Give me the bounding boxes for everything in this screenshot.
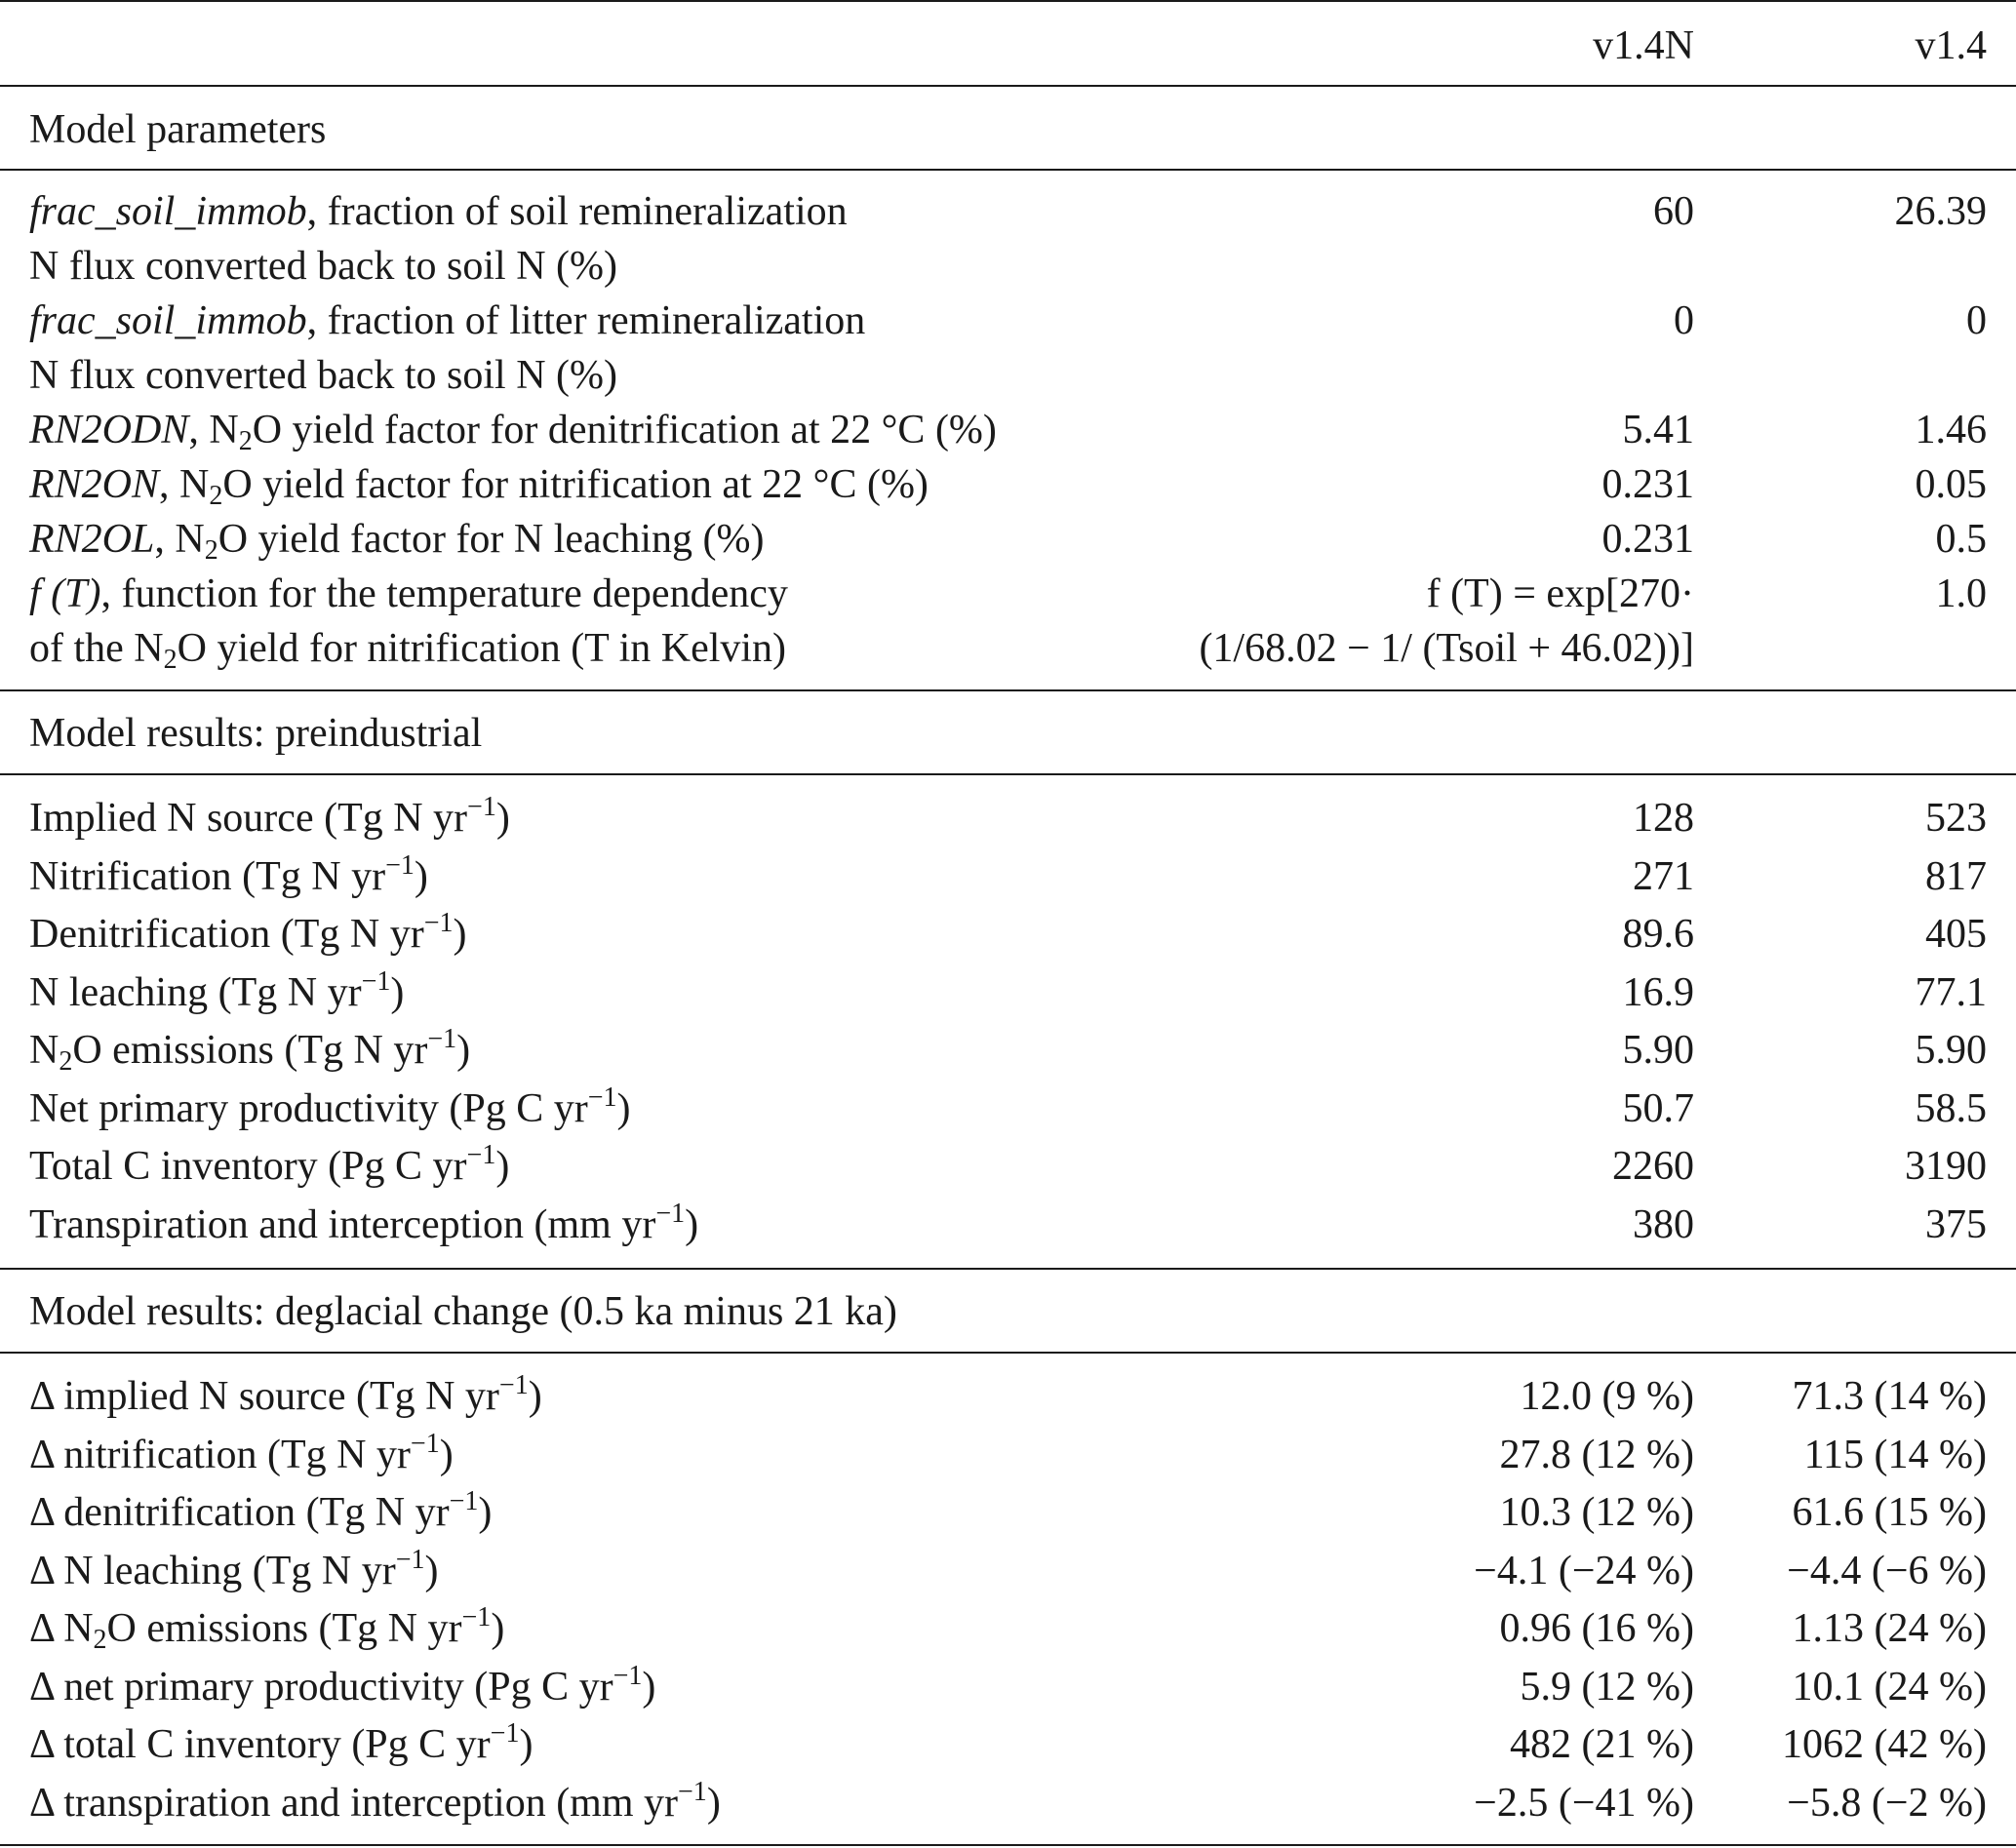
row-value-v14: 71.3 (14 %) <box>1792 1374 1987 1419</box>
row-label: Δ transpiration and interception (mm $yr^{-1}$) <box>29 1777 721 1826</box>
row-label: Δ $N_2O$ emissions (Tg N $yr^{-1}$) <box>29 1602 505 1655</box>
table-top-rule <box>0 0 2016 2</box>
row-value-v14: −4.4 (−6 %) <box>1787 1549 1987 1593</box>
row-value-v14n: f (T) = exp[270· <box>1426 571 1694 616</box>
row-value-v14n: 2260 <box>1612 1144 1694 1189</box>
section-title-preindustrial: Model results: preindustrial <box>29 711 483 756</box>
row-label: frac_soil_immob, fraction of soil remineralization <box>29 189 848 234</box>
table-bottom-rule <box>0 1844 2016 1846</box>
row-label: RN2ON, $N_2O$ yield factor for nitrification at 22 °C (%) <box>29 462 929 511</box>
row-value-v14n: 10.3 (12 %) <box>1499 1490 1694 1535</box>
row-label: RN2OL, $N_2O$ yield factor for N leaching (%) <box>29 517 765 566</box>
row-value-v14n: −4.1 (−24 %) <box>1474 1549 1694 1593</box>
section-rule <box>0 1352 2016 1354</box>
row-value-v14: 61.6 (15 %) <box>1792 1490 1987 1535</box>
header-rule <box>0 85 2016 87</box>
row-value-v14n: 128 <box>1633 796 1694 841</box>
row-value-v14: 3190 <box>1905 1144 1987 1189</box>
row-value-v14: 26.39 <box>1894 189 1987 234</box>
row-label: f (T), function for the temperature dependency <box>29 571 788 616</box>
row-value-v14n: 16.9 <box>1622 970 1694 1015</box>
section-rule <box>0 689 2016 691</box>
row-label: Net primary productivity (Pg C $yr^{-1}$) <box>29 1082 631 1131</box>
row-value-v14n: 5.90 <box>1622 1028 1694 1073</box>
row-label: Denitrification (Tg N $yr^{-1}$) <box>29 908 467 957</box>
row-value-v14: 1062 (42 %) <box>1782 1722 1987 1767</box>
row-label: N flux converted back to soil N (%) <box>29 353 617 398</box>
row-value-v14: 1.0 <box>1935 571 1987 616</box>
row-label: Δ N leaching (Tg N $yr^{-1}$) <box>29 1545 439 1593</box>
row-value-v14: 5.90 <box>1915 1028 1987 1073</box>
row-label: N flux converted back to soil N (%) <box>29 244 617 289</box>
section-rule <box>0 1268 2016 1270</box>
row-value-v14n: 380 <box>1633 1202 1694 1247</box>
row-label: Implied N source (Tg N $yr^{-1}$) <box>29 792 510 841</box>
section-rule <box>0 169 2016 171</box>
row-value-v14n: 271 <box>1633 854 1694 899</box>
row-label: Δ net primary productivity (Pg C $yr^{-1}$) <box>29 1661 656 1710</box>
row-value-v14: 1.13 (24 %) <box>1792 1606 1987 1651</box>
row-label: RN2ODN, $N_2O$ yield factor for denitrification at 22 °C (%) <box>29 408 997 456</box>
row-value-v14n: 27.8 (12 %) <box>1499 1433 1694 1477</box>
row-value-v14n: 5.41 <box>1622 408 1694 452</box>
section-title-deglacial: Model results: deglacial change (0.5 ka minus 21 ka) <box>29 1289 897 1334</box>
row-label: of the $N_2O$ yield for nitrification (T in Kelvin) <box>29 626 787 675</box>
row-value-v14n: 0 <box>1674 298 1694 343</box>
row-label: Δ denitrification (Tg N $yr^{-1}$) <box>29 1486 493 1535</box>
row-value-v14: 1.46 <box>1915 408 1987 452</box>
row-value-v14: 375 <box>1925 1202 1987 1247</box>
row-value-v14n: −2.5 (−41 %) <box>1474 1781 1694 1826</box>
row-label: frac_soil_immob, fraction of litter remineralization <box>29 298 866 343</box>
row-label: N leaching (Tg N $yr^{-1}$) <box>29 966 405 1015</box>
row-value-v14: 0.05 <box>1915 462 1987 507</box>
row-label: Total C inventory (Pg C $yr^{-1}$) <box>29 1140 510 1189</box>
row-label: Δ total C inventory (Pg C $yr^{-1}$) <box>29 1718 534 1767</box>
row-value-v14: 817 <box>1925 854 1987 899</box>
row-label: $N_2O$ emissions (Tg N $yr^{-1}$) <box>29 1024 471 1077</box>
section-rule <box>0 773 2016 775</box>
row-value-v14n: 50.7 <box>1622 1086 1694 1131</box>
row-value-v14: 0 <box>1966 298 1987 343</box>
row-label: Δ nitrification (Tg N $yr^{-1}$) <box>29 1429 454 1477</box>
section-title-parameters: Model parameters <box>29 107 327 152</box>
row-value-v14: 115 (14 %) <box>1803 1433 1987 1477</box>
row-value-v14n: 89.6 <box>1622 912 1694 957</box>
header-v14n: v1.4N <box>1593 23 1694 68</box>
row-label: Nitrification (Tg N $yr^{-1}$) <box>29 850 428 899</box>
row-value-v14: 10.1 (24 %) <box>1792 1665 1987 1710</box>
row-label: Transpiration and interception (mm $yr^{-1}$) <box>29 1199 699 1247</box>
row-value-v14: 0.5 <box>1935 517 1987 562</box>
row-value-v14: 523 <box>1925 796 1987 841</box>
row-value-v14n: 5.9 (12 %) <box>1520 1665 1694 1710</box>
header-v14: v1.4 <box>1915 23 1987 68</box>
row-value-v14n: (1/68.02 − 1/ (Tsoil + 46.02))] <box>1199 626 1694 671</box>
row-value-v14: 58.5 <box>1915 1086 1987 1131</box>
row-value-v14: 77.1 <box>1915 970 1987 1015</box>
row-value-v14n: 0.231 <box>1601 517 1694 562</box>
row-value-v14n: 482 (21 %) <box>1510 1722 1694 1767</box>
row-label: Δ implied N source (Tg N $yr^{-1}$) <box>29 1370 542 1419</box>
row-value-v14n: 60 <box>1653 189 1694 234</box>
row-value-v14: −5.8 (−2 %) <box>1787 1781 1987 1826</box>
row-value-v14: 405 <box>1925 912 1987 957</box>
row-value-v14n: 12.0 (9 %) <box>1520 1374 1694 1419</box>
row-value-v14n: 0.96 (16 %) <box>1499 1606 1694 1651</box>
row-value-v14n: 0.231 <box>1601 462 1694 507</box>
